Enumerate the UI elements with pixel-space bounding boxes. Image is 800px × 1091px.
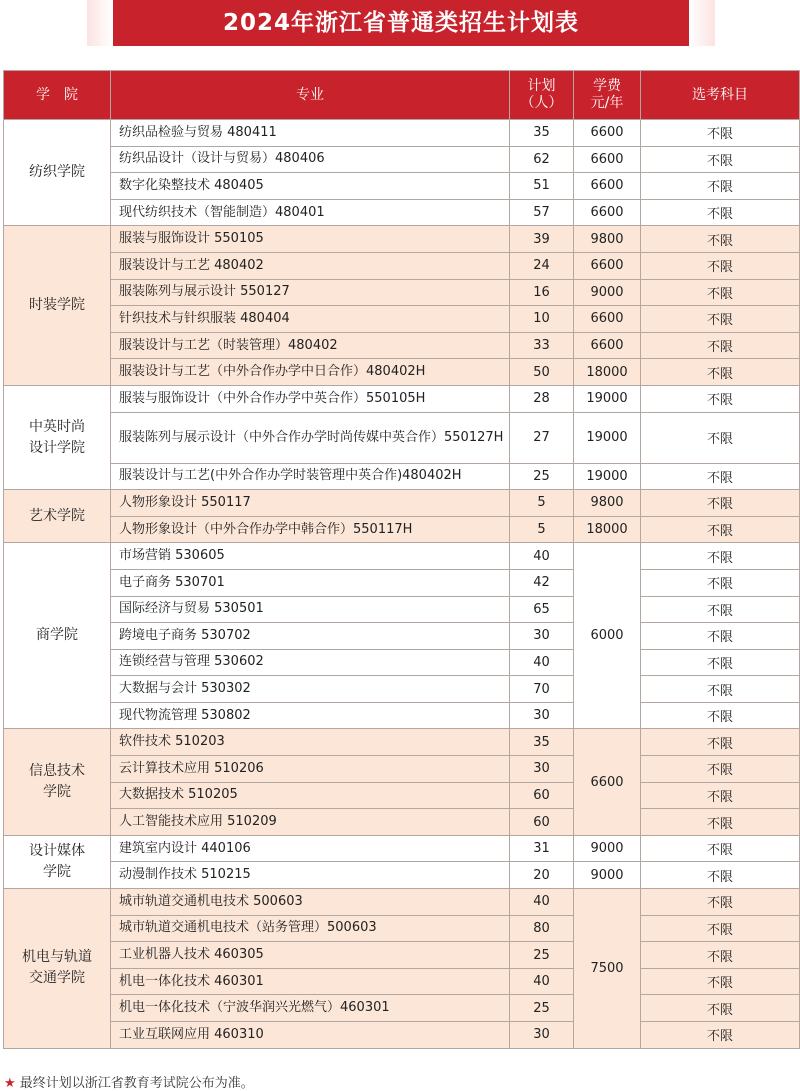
subject-cell: 不限 — [641, 252, 800, 279]
table-row — [4, 412, 800, 463]
fee-cell: 9000 — [574, 835, 641, 862]
college-name-cell — [4, 120, 111, 226]
plan-cell: 28 — [510, 385, 574, 412]
plan-cell: 60 — [510, 809, 574, 836]
major-cell: 数字化染整技术 480405 — [111, 173, 510, 200]
plan-cell: 42 — [510, 569, 574, 596]
college-name-cell — [4, 889, 111, 1049]
table-row — [4, 490, 800, 517]
table-row — [4, 199, 800, 226]
major-cell: 大数据技术 510205 — [111, 782, 510, 809]
college-name-cell — [4, 543, 111, 729]
fee-cell: 6600 — [574, 729, 641, 835]
header-plan-line2: （人） — [520, 95, 563, 111]
table-row — [4, 146, 800, 173]
plan-cell: 62 — [510, 146, 574, 173]
table-row — [4, 782, 800, 809]
major-cell: 服装陈列与展示设计 550127 — [111, 279, 510, 306]
header-fee — [574, 71, 641, 120]
table-row — [4, 463, 800, 490]
header-major: 专业 — [111, 71, 510, 120]
subject-cell: 不限 — [641, 649, 800, 676]
college-name-line: 信息技术 — [29, 763, 85, 780]
college-group — [4, 543, 800, 729]
plan-cell: 30 — [510, 623, 574, 650]
star-icon: ★ — [4, 1076, 16, 1091]
major-cell: 机电一体化技术 460301 — [111, 968, 510, 995]
table-row — [4, 623, 800, 650]
header-fee-line2: 元/年 — [590, 95, 624, 111]
plan-cell: 40 — [510, 889, 574, 916]
college-name-cell — [4, 835, 111, 888]
table-row — [4, 279, 800, 306]
table-header-row — [4, 71, 800, 120]
major-cell: 建筑室内设计 440106 — [111, 835, 510, 862]
plan-cell: 80 — [510, 915, 574, 942]
plan-cell: 16 — [510, 279, 574, 306]
major-cell: 服装与服饰设计 550105 — [111, 226, 510, 253]
subject-cell: 不限 — [641, 306, 800, 333]
college-name-line: 学院 — [43, 784, 71, 801]
plan-cell: 20 — [510, 862, 574, 889]
subject-cell: 不限 — [641, 543, 800, 570]
plan-cell: 25 — [510, 942, 574, 969]
plan-cell: 25 — [510, 995, 574, 1022]
major-cell: 城市轨道交通机电技术 500603 — [111, 889, 510, 916]
fee-cell: 6600 — [574, 173, 641, 200]
plan-cell: 5 — [510, 490, 574, 517]
table-row — [4, 649, 800, 676]
subject-cell: 不限 — [641, 968, 800, 995]
major-cell: 纺织品设计（设计与贸易）480406 — [111, 146, 510, 173]
plan-cell: 27 — [510, 412, 574, 463]
table-row — [4, 862, 800, 889]
plan-cell: 33 — [510, 332, 574, 359]
college-group — [4, 729, 800, 835]
plan-cell: 31 — [510, 835, 574, 862]
major-cell: 工业互联网应用 460310 — [111, 1022, 510, 1049]
fee-cell: 6600 — [574, 332, 641, 359]
college-name-line: 商学院 — [36, 627, 78, 644]
fee-cell: 6600 — [574, 306, 641, 333]
plan-cell: 57 — [510, 199, 574, 226]
subject-cell: 不限 — [641, 332, 800, 359]
plan-cell: 70 — [510, 676, 574, 703]
college-name-line: 学院 — [43, 863, 71, 880]
table-row — [4, 516, 800, 543]
college-group — [4, 835, 800, 888]
college-name-line: 中英时尚 — [29, 418, 85, 435]
major-cell: 现代物流管理 530802 — [111, 702, 510, 729]
major-cell: 机电一体化技术（宁波华润兴光燃气）460301 — [111, 995, 510, 1022]
fee-cell: 9800 — [574, 226, 641, 253]
fee-cell: 19000 — [574, 385, 641, 412]
subject-cell: 不限 — [641, 569, 800, 596]
plan-cell: 51 — [510, 173, 574, 200]
plan-cell: 65 — [510, 596, 574, 623]
fee-cell: 9000 — [574, 279, 641, 306]
major-cell: 纺织品检验与贸易 480411 — [111, 120, 510, 147]
table-row — [4, 596, 800, 623]
plan-cell: 10 — [510, 306, 574, 333]
plan-cell: 35 — [510, 729, 574, 756]
major-cell: 云计算技术应用 510206 — [111, 756, 510, 783]
table-row — [4, 942, 800, 969]
subject-cell: 不限 — [641, 702, 800, 729]
major-cell: 服装与服饰设计（中外合作办学中英合作）550105H — [111, 385, 510, 412]
subject-cell: 不限 — [641, 862, 800, 889]
table-row — [4, 543, 800, 570]
plan-cell: 40 — [510, 649, 574, 676]
plan-cell: 30 — [510, 1022, 574, 1049]
subject-cell: 不限 — [641, 782, 800, 809]
header-college: 学 院 — [4, 71, 111, 120]
plan-cell: 60 — [510, 782, 574, 809]
major-cell: 电子商务 530701 — [111, 569, 510, 596]
plan-cell: 25 — [510, 463, 574, 490]
major-cell: 软件技术 510203 — [111, 729, 510, 756]
table-row — [4, 1022, 800, 1049]
major-cell: 人工智能技术应用 510209 — [111, 809, 510, 836]
subject-cell: 不限 — [641, 729, 800, 756]
subject-cell: 不限 — [641, 226, 800, 253]
subject-cell: 不限 — [641, 385, 800, 412]
subject-cell: 不限 — [641, 120, 800, 147]
subject-cell: 不限 — [641, 995, 800, 1022]
fee-cell: 6600 — [574, 199, 641, 226]
major-cell: 现代纺织技术（智能制造）480401 — [111, 199, 510, 226]
college-name-line: 机电与轨道 — [22, 949, 92, 966]
fee-cell: 18000 — [574, 516, 641, 543]
subject-cell: 不限 — [641, 173, 800, 200]
subject-cell: 不限 — [641, 146, 800, 173]
table-row — [4, 332, 800, 359]
subject-cell: 不限 — [641, 412, 800, 463]
major-cell: 动漫制作技术 510215 — [111, 862, 510, 889]
major-cell: 服装设计与工艺(中外合作办学时装管理中英合作)480402H — [111, 463, 510, 490]
subject-cell: 不限 — [641, 490, 800, 517]
subject-cell: 不限 — [641, 359, 800, 386]
table-row — [4, 809, 800, 836]
major-cell: 服装陈列与展示设计（中外合作办学时尚传媒中英合作）550127H — [111, 412, 510, 463]
plan-cell: 5 — [510, 516, 574, 543]
table-row — [4, 385, 800, 412]
fee-cell: 6600 — [574, 252, 641, 279]
major-cell: 人物形象设计（中外合作办学中韩合作）550117H — [111, 516, 510, 543]
fee-cell: 6600 — [574, 120, 641, 147]
subject-cell: 不限 — [641, 756, 800, 783]
subject-cell: 不限 — [641, 676, 800, 703]
college-group — [4, 490, 800, 543]
major-cell: 工业机器人技术 460305 — [111, 942, 510, 969]
college-name-line: 设计媒体 — [29, 842, 85, 859]
table-row — [4, 120, 800, 147]
college-name-line: 艺术学院 — [29, 507, 85, 524]
subject-cell: 不限 — [641, 1022, 800, 1049]
footnote-text: 最终计划以浙江省教育考试院公布为准。 — [19, 1076, 254, 1091]
table-row — [4, 226, 800, 253]
plan-cell: 40 — [510, 543, 574, 570]
college-name-cell — [4, 729, 111, 835]
fee-cell: 18000 — [574, 359, 641, 386]
plan-cell: 30 — [510, 756, 574, 783]
college-name-cell — [4, 226, 111, 386]
enrollment-plan-table — [3, 70, 800, 1049]
table-row — [4, 702, 800, 729]
table-row — [4, 756, 800, 783]
table-row — [4, 569, 800, 596]
major-cell: 服装设计与工艺（中外合作办学中日合作）480402H — [111, 359, 510, 386]
subject-cell: 不限 — [641, 915, 800, 942]
college-group — [4, 120, 800, 226]
fee-cell: 9000 — [574, 862, 641, 889]
college-name-cell — [4, 385, 111, 489]
subject-cell: 不限 — [641, 809, 800, 836]
major-cell: 城市轨道交通机电技术（站务管理）500603 — [111, 915, 510, 942]
subject-cell: 不限 — [641, 199, 800, 226]
plan-cell: 40 — [510, 968, 574, 995]
subject-cell: 不限 — [641, 942, 800, 969]
college-group — [4, 385, 800, 489]
major-cell: 人物形象设计 550117 — [111, 490, 510, 517]
table-row — [4, 676, 800, 703]
college-group — [4, 226, 800, 386]
plan-cell: 50 — [510, 359, 574, 386]
table-row — [4, 889, 800, 916]
college-name-line: 时装学院 — [29, 297, 85, 314]
plan-cell: 24 — [510, 252, 574, 279]
plan-cell: 35 — [510, 120, 574, 147]
college-name-line: 交通学院 — [29, 970, 85, 987]
plan-cell: 39 — [510, 226, 574, 253]
fee-cell: 9800 — [574, 490, 641, 517]
header-plan — [510, 71, 574, 120]
major-cell: 针织技术与针织服装 480404 — [111, 306, 510, 333]
table-row — [4, 306, 800, 333]
table-row — [4, 915, 800, 942]
subject-cell: 不限 — [641, 835, 800, 862]
major-cell: 大数据与会计 530302 — [111, 676, 510, 703]
subject-cell: 不限 — [641, 596, 800, 623]
plan-cell: 30 — [510, 702, 574, 729]
subject-cell: 不限 — [641, 279, 800, 306]
major-cell: 国际经济与贸易 530501 — [111, 596, 510, 623]
fee-cell: 6600 — [574, 146, 641, 173]
major-cell: 市场营销 530605 — [111, 543, 510, 570]
fee-cell: 19000 — [574, 412, 641, 463]
major-cell: 连锁经营与管理 530602 — [111, 649, 510, 676]
subject-cell: 不限 — [641, 463, 800, 490]
subject-cell: 不限 — [641, 623, 800, 650]
major-cell: 服装设计与工艺（时装管理）480402 — [111, 332, 510, 359]
fee-cell: 7500 — [574, 889, 641, 1049]
subject-cell: 不限 — [641, 889, 800, 916]
major-cell: 跨境电子商务 530702 — [111, 623, 510, 650]
college-name-cell — [4, 490, 111, 543]
table-row — [4, 995, 800, 1022]
header-plan-line1: 计划 — [527, 78, 556, 94]
table-row — [4, 729, 800, 756]
header-fee-line1: 学费 — [593, 78, 621, 94]
table-row — [4, 173, 800, 200]
table-row — [4, 359, 800, 386]
college-name-line: 纺织学院 — [29, 164, 85, 181]
header-subjects: 选考科目 — [641, 71, 800, 120]
fee-cell: 6000 — [574, 543, 641, 729]
college-name-line: 设计学院 — [29, 439, 85, 456]
major-cell: 服装设计与工艺 480402 — [111, 252, 510, 279]
page-title: 2024年浙江省普通类招生计划表 — [97, 0, 705, 46]
table-row — [4, 252, 800, 279]
college-group — [4, 889, 800, 1049]
footnote — [4, 1072, 254, 1091]
subject-cell: 不限 — [641, 516, 800, 543]
table-row — [4, 835, 800, 862]
fee-cell: 19000 — [574, 463, 641, 490]
table-row — [4, 968, 800, 995]
